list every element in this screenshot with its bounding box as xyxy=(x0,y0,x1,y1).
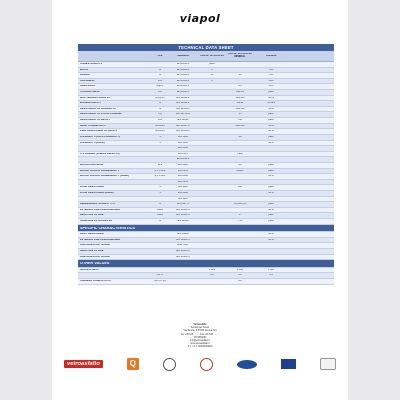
cell-unit: W/m°K (λ) xyxy=(154,279,166,282)
cell-standard: EN 1931 xyxy=(178,180,188,183)
section-header-row xyxy=(78,260,334,268)
cell-property: ELONGATION L/T xyxy=(80,102,101,105)
cell-standard: EN 1109 xyxy=(178,135,188,138)
cell-property: AREA MASS xyxy=(80,85,95,88)
cell-vetroflex: 5.0 xyxy=(210,274,214,277)
section-header-row xyxy=(78,225,334,233)
cell-property: JOINT STRENGTH L/T xyxy=(80,124,107,127)
cell-tolerance: NPD xyxy=(268,233,274,236)
cell-standard: EN 1850-1 xyxy=(177,158,189,161)
cell-vetroflex-mineral: 10 xyxy=(238,74,242,77)
cell-tolerance: ±5% xyxy=(268,79,274,82)
cell-vetroflex-mineral: 150/150 xyxy=(235,107,245,110)
cell-standard: EN 1931 xyxy=(178,169,188,172)
cell-vetroflex-mineral: 15 xyxy=(238,113,242,116)
cell-property: RESISTANCE TO IMPACT xyxy=(80,119,111,122)
vetroasfalto-logo: vetroasfalto xyxy=(64,360,103,368)
cell-vetroflex: 3 mm xyxy=(208,268,216,271)
cell-tolerance: NPD xyxy=(268,192,274,195)
cell-property: FIRE RESISTANT version xyxy=(80,244,110,247)
cell-property: RESISTANCE TO TEARING L/T xyxy=(80,107,117,110)
cell-tolerance: pass xyxy=(268,203,274,206)
cell-property: FIRE RESISTANT version xyxy=(80,255,110,258)
cell-property: DIMENSIONAL STABILITY L/T xyxy=(80,203,116,206)
company-info-line: P. I. / C.F. 00000000000 xyxy=(187,346,213,349)
cell-tolerance: -20% xyxy=(268,124,274,127)
cell-standard: EN 1296 xyxy=(178,147,188,150)
cell-tolerance: NPD xyxy=(268,208,274,211)
cell-property: SPECIFIC HEAT xyxy=(80,268,99,271)
cell-tolerance: pass xyxy=(268,169,274,172)
cell-unit: °C xyxy=(158,141,162,144)
cell-tolerance: -1% xyxy=(268,74,274,77)
cell-property: THERMAL CONDUCTIVITY xyxy=(80,279,112,282)
cell-property: STRAIGHTNESS xyxy=(80,91,100,94)
cell-vetroflex-mineral: 20000 xyxy=(236,169,244,172)
cell-tolerance: NPD xyxy=(268,130,274,133)
cell-tolerance: -15 abs xyxy=(266,102,276,105)
company-info-line: VR 5830000 xyxy=(193,336,207,339)
header-vetroflex-mineral: VIAPOL VETROFLEX MINERAL xyxy=(228,53,252,58)
cell-unit: class xyxy=(157,214,163,217)
cell-property: EXTERNAL FIRE PERFORMANCE xyxy=(80,208,121,211)
cell-standard: EN 1296 xyxy=(178,175,188,178)
cell-property: PEEL RESISTANCE OF JOINTS xyxy=(80,130,117,133)
company-info-line: www.vetroasfalto.it xyxy=(190,343,210,346)
header-vetroflex: VIAPOL VETROFLEX xyxy=(200,54,224,57)
cell-tolerance: -20% xyxy=(268,96,274,99)
cell-property: EXTERNAL FIRE PERFORMANCE xyxy=(80,238,121,241)
cell-standard: EN 1848-1 xyxy=(177,74,189,77)
header-unit: Unit xyxy=(157,54,163,57)
cell-vetroflex-mineral: -10 xyxy=(238,135,242,138)
cell-unit: °C xyxy=(158,135,162,138)
cell-tolerance: pass xyxy=(268,119,274,122)
cell-tolerance: NPD xyxy=(268,175,274,178)
cell-tolerance: pass xyxy=(268,91,274,94)
cell-unit: N xyxy=(159,107,161,110)
cell-standard: EN 1849-1 xyxy=(177,79,189,82)
table-header xyxy=(78,51,334,62)
cell-vetroflex-mineral: Pass xyxy=(237,152,243,155)
cell-unit: mm xyxy=(157,119,163,122)
cell-tolerance: -30% xyxy=(268,107,274,110)
cell-standard: EN 1109 xyxy=(178,141,188,144)
cell-unit: kPa xyxy=(157,163,163,166)
cell-standard: EN 13948 xyxy=(177,233,189,236)
table-row xyxy=(78,279,334,285)
cell-unit: % xyxy=(158,102,162,105)
cell-tolerance: -1% xyxy=(268,68,274,71)
cell-standard: EN 12317-1 xyxy=(176,124,190,127)
cell-standard: ENV 1187 xyxy=(177,244,189,247)
cell-property: REACTION TO FIRE xyxy=(80,250,104,252)
cell-standard: EN 12311-1 xyxy=(176,102,190,105)
certification-logos xyxy=(64,356,336,372)
cell-vetroflex-mineral: 60 xyxy=(238,163,242,166)
cell-standard: EN 1296 xyxy=(178,192,188,195)
cell-standard: EN 12730-B xyxy=(176,113,190,116)
cell-tolerance: pass xyxy=(268,214,274,217)
cell-property: MAX TENSILE FORCE L/T xyxy=(80,96,111,99)
cell-property: FLEXIBILITY (AGED) xyxy=(80,141,105,144)
company-info-line: Società per Azioni xyxy=(190,327,210,330)
cell-property: U.V. AGEING (VISIBLE DEFECTS) xyxy=(80,152,120,155)
cell-tolerance: 5.5 xyxy=(269,274,273,277)
cell-property: REACTION TO FIRE xyxy=(80,214,104,217)
cell-standard: EN 1928 xyxy=(178,163,188,166)
cell-tolerance: NPD xyxy=(268,141,274,144)
certification-seal-icon xyxy=(163,358,176,371)
cell-standard: EN 1110 xyxy=(178,186,188,189)
cell-tolerance: pass xyxy=(268,163,274,166)
cell-tolerance: ±5% xyxy=(268,85,274,88)
cell-unit: N/50mm xyxy=(155,96,165,99)
cell-property: WATERTIGHTNESS xyxy=(80,163,104,166)
cell-vetroflex-mineral: 500/300 xyxy=(235,96,245,99)
cell-standard: EN 13501-1 xyxy=(176,250,190,252)
cell-vetroflex-mineral: 400/300 xyxy=(235,124,245,127)
company-info-line: Via Tacche, 3 37044 Verona (Vr) xyxy=(183,330,217,333)
cell-vetroflex-mineral: max 20 xyxy=(235,91,245,94)
cell-standard: EN 12039 xyxy=(177,220,189,223)
cell-standard: EN 12316-1 xyxy=(176,130,190,133)
cell-unit: Kg/m² xyxy=(156,85,164,88)
cell-property: RESISTANCE TO STATIC LOADING xyxy=(80,113,122,116)
cell-tolerance: pass xyxy=(268,220,274,223)
cell-tolerance: 5 mm xyxy=(267,268,275,271)
company-info-line: info@vetroasfalto.it xyxy=(190,340,210,343)
cell-unit: N/50mm xyxy=(155,124,165,127)
cell-vetroflex-mineral: 100 xyxy=(237,186,243,189)
cell-property: WATER VAPOUR PERMEABILITY (AGED) xyxy=(80,175,129,178)
cell-unit: mm xyxy=(157,79,163,82)
cell-vetroflex-mineral: 0.2 xyxy=(238,279,242,282)
cell-property: ROOT RESISTANCE xyxy=(80,233,104,236)
cell-unit: µ ± 1.000 xyxy=(154,175,166,178)
cell-tolerance: NPD xyxy=(268,238,274,241)
technical-data-sheet xyxy=(78,44,334,285)
cell-property: VISIBLE DEFECTS xyxy=(80,63,103,65)
cell-property: OTHER VALUES xyxy=(80,262,110,265)
cell-vetroflex-mineral: 4 mm xyxy=(236,268,244,271)
document-page xyxy=(52,0,348,400)
header-tolerance: Tolerance xyxy=(265,54,277,57)
cell-unit: m xyxy=(158,68,162,71)
table-body xyxy=(78,62,334,285)
cell-vetroflex-mineral: F xyxy=(239,214,241,217)
header-standards: Standards xyxy=(177,54,189,57)
cell-unit: class xyxy=(157,208,163,211)
cell-unit: Kg xyxy=(158,113,162,116)
cell-standard: EN 13501-5 xyxy=(176,208,190,211)
cell-vetroflex-mineral: 5.0 xyxy=(238,274,242,277)
sheet-title: TECHNICAL DATA SHEET xyxy=(78,44,334,51)
cell-property: ADHESION OF GRANULES xyxy=(80,220,113,223)
cell-standard: EN 1848-1 xyxy=(177,91,189,94)
certification-oval-icon xyxy=(237,360,257,369)
cell-standard: EN 1297 xyxy=(178,152,188,155)
cell-property: SPECIFIC CHARACTERISTICS xyxy=(80,226,135,230)
cell-standard: EN 1107-1 xyxy=(177,203,189,206)
cell-unit: °C xyxy=(158,192,162,195)
cell-standard: EN 12310-1 xyxy=(176,107,190,110)
cell-standard: EN 12311-1 xyxy=(176,96,190,99)
cell-standard: EN 13501-5 xyxy=(176,255,190,258)
cell-property: LENGHT xyxy=(80,74,91,77)
cell-tolerance: pass xyxy=(268,135,274,138)
cell-vetroflex-mineral: < 30 xyxy=(237,220,243,223)
cell-unit: N/50mm xyxy=(155,130,165,133)
cell-property: WATER VAPOUR PERMEABILITY xyxy=(80,169,120,172)
quality-seal-icon xyxy=(200,358,213,371)
cell-unit: % xyxy=(158,220,162,223)
cell-property: FLOW RESISTANCE xyxy=(80,186,104,189)
viapol-logo: viapol xyxy=(179,12,221,25)
cell-property: FLEXIBILITY (COLD FLEXIBILITY) xyxy=(80,135,121,138)
cell-tolerance: pass xyxy=(268,113,274,116)
cell-standard: EN 1110 xyxy=(178,197,188,200)
cell-unit: m xyxy=(158,74,162,77)
cell-standard: EN 12691 xyxy=(177,119,189,122)
eu-flag-icon xyxy=(281,359,296,369)
cell-tolerance: pass xyxy=(268,186,274,189)
green-badge-icon xyxy=(320,358,336,370)
cell-property: WIDTH xyxy=(80,68,89,71)
cell-unit: KJ/°K xyxy=(156,274,164,277)
cell-vetroflex-mineral: 700 xyxy=(237,119,243,122)
cell-vetroflex: 4 xyxy=(211,79,213,82)
cell-vetroflex: 1 xyxy=(211,68,213,71)
cell-unit: °C xyxy=(158,186,162,189)
company-info-line: Tel. +39 045 ......... Fax +39 045 ......... xyxy=(180,333,220,336)
cell-vetroflex: 10 xyxy=(210,74,214,77)
cell-vetroflex-mineral: 40/40 xyxy=(236,102,244,105)
cell-property: FLOW RESISTANCE (AGED) xyxy=(80,192,114,195)
cell-vetroflex: pass xyxy=(209,63,215,65)
cell-vetroflex-mineral: -0,25/+0,25 xyxy=(233,203,247,206)
cell-unit: µ ± 1.000 xyxy=(154,169,166,172)
cell-vetroflex-mineral: 4,5 xyxy=(238,85,242,88)
cell-standard: EN 1850-1 xyxy=(177,63,189,65)
cell-standard: EN 13501-1 xyxy=(176,214,190,217)
cell-standard: EN 13501-5 xyxy=(176,238,190,241)
cell-unit: % xyxy=(158,203,162,206)
company-info xyxy=(52,324,348,350)
cell-unit: mm xyxy=(157,91,163,94)
cell-standard: EN 1848-1 xyxy=(177,68,189,71)
company-info-line: Vetroasfalto xyxy=(193,324,207,326)
cell-property: THICKNESS xyxy=(80,79,95,82)
cell-standard: EN 1849-1 xyxy=(177,85,189,88)
quality-q-icon: Q xyxy=(127,358,139,370)
